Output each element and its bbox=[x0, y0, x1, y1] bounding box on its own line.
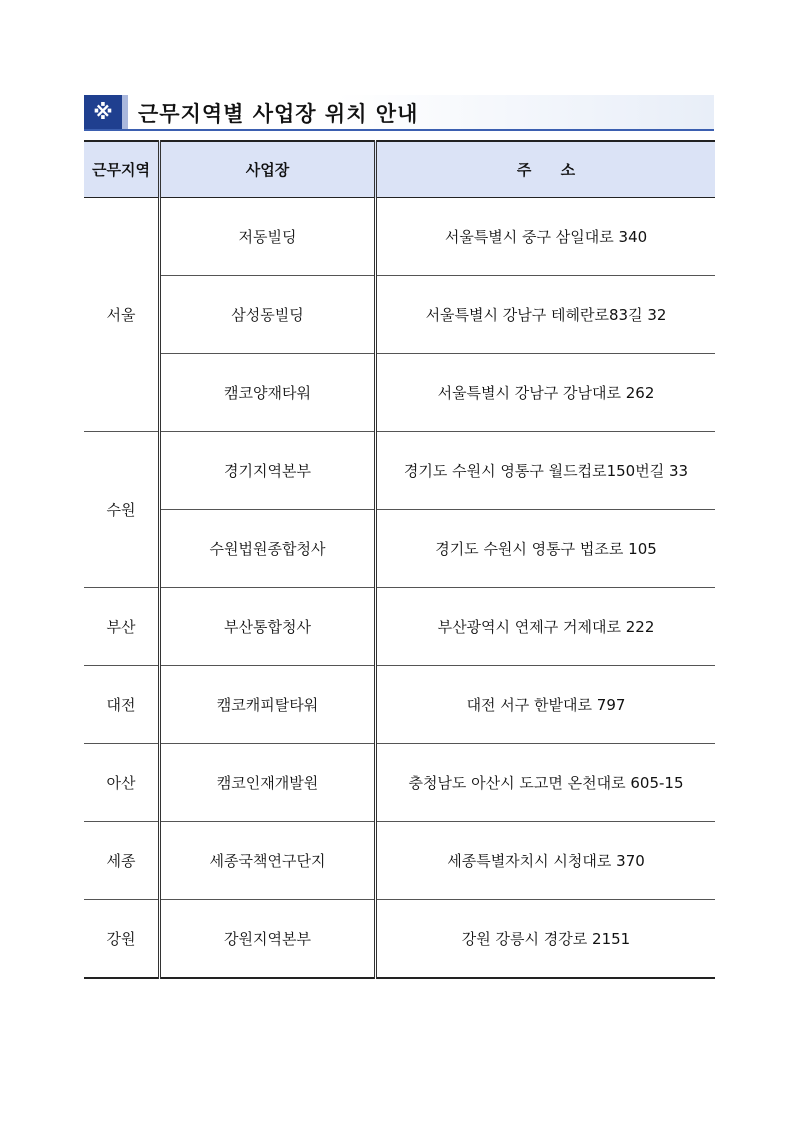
header-address: 주 소 bbox=[376, 141, 716, 198]
site-cell: 수원법원종합청사 bbox=[160, 510, 376, 588]
region-cell: 세종 bbox=[84, 822, 160, 900]
section-title: 근무지역별 사업장 위치 안내 bbox=[138, 102, 419, 126]
table-row bbox=[84, 822, 715, 900]
address-cell: 충청남도 아산시 도고면 온천대로 605-15 bbox=[376, 744, 716, 822]
address-cell: 강원 강릉시 경강로 2151 bbox=[376, 900, 716, 979]
site-cell: 캠코인재개발원 bbox=[160, 744, 376, 822]
header-site: 사업장 bbox=[160, 141, 376, 198]
region-cell: 아산 bbox=[84, 744, 160, 822]
table-row bbox=[84, 276, 715, 354]
site-cell: 캠코양재타워 bbox=[160, 354, 376, 432]
region-cell: 부산 bbox=[84, 588, 160, 666]
address-cell: 서울특별시 강남구 강남대로 262 bbox=[376, 354, 716, 432]
title-mark-shadow bbox=[122, 95, 128, 129]
site-cell: 삼성동빌딩 bbox=[160, 276, 376, 354]
address-cell: 경기도 수원시 영통구 법조로 105 bbox=[376, 510, 716, 588]
site-cell: 부산통합청사 bbox=[160, 588, 376, 666]
address-cell: 세종특별자치시 시청대로 370 bbox=[376, 822, 716, 900]
table-row bbox=[84, 588, 715, 666]
site-cell: 캠코캐피탈타워 bbox=[160, 666, 376, 744]
address-cell: 부산광역시 연제구 거제대로 222 bbox=[376, 588, 716, 666]
reference-mark-icon: ※ bbox=[84, 95, 122, 129]
address-cell: 서울특별시 중구 삼일대로 340 bbox=[376, 198, 716, 276]
table-row bbox=[84, 510, 715, 588]
site-cell: 저동빌딩 bbox=[160, 198, 376, 276]
address-cell: 대전 서구 한밭대로 797 bbox=[376, 666, 716, 744]
header-region: 근무지역 bbox=[84, 141, 160, 198]
table-row bbox=[84, 900, 715, 979]
site-cell: 강원지역본부 bbox=[160, 900, 376, 979]
table-header-row bbox=[84, 141, 715, 198]
site-cell: 경기지역본부 bbox=[160, 432, 376, 510]
table-row bbox=[84, 744, 715, 822]
region-cell: 서울 bbox=[84, 198, 160, 432]
table-row bbox=[84, 666, 715, 744]
table-row bbox=[84, 432, 715, 510]
region-cell: 수원 bbox=[84, 432, 160, 588]
worksite-location-table bbox=[84, 140, 715, 979]
site-cell: 세종국책연구단지 bbox=[160, 822, 376, 900]
table-row bbox=[84, 354, 715, 432]
address-cell: 서울특별시 강남구 테헤란로83길 32 bbox=[376, 276, 716, 354]
region-cell: 강원 bbox=[84, 900, 160, 979]
section-title-bar bbox=[84, 95, 714, 131]
address-cell: 경기도 수원시 영통구 월드컵로150번길 33 bbox=[376, 432, 716, 510]
table-row bbox=[84, 198, 715, 276]
region-cell: 대전 bbox=[84, 666, 160, 744]
